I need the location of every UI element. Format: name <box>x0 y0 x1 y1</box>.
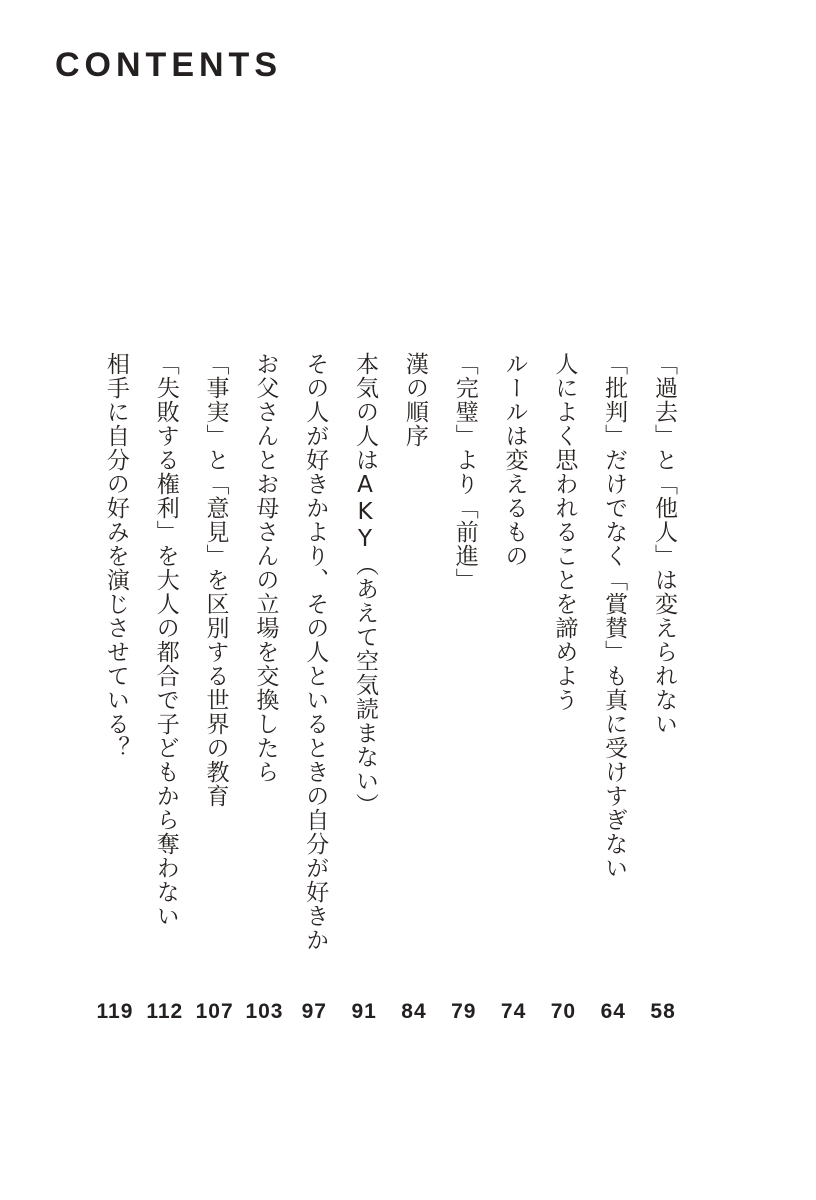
toc-entry-title: 漢の順序 <box>401 352 428 448</box>
toc-entry-title: 「過去」と「他人」は変えられない <box>651 352 677 736</box>
toc-entry-page-number: 119 <box>96 1000 134 1023</box>
toc-entry-page-number: 97 <box>301 1000 327 1023</box>
toc-entry-title: その人が好きかより、その人といるときの自分が好きか <box>302 352 329 952</box>
toc-entry-page-number: 84 <box>401 1000 427 1023</box>
toc-entry-page-number: 70 <box>550 1000 577 1023</box>
toc-entry-title: 相手に自分の好みを演じさせている？ <box>102 352 129 760</box>
toc-entry-page-number: 58 <box>650 1000 676 1023</box>
toc-entry-page-number: 79 <box>451 1000 477 1023</box>
toc-entries <box>90 352 688 992</box>
toc-entry-title: 「失敗する権利」を大人の都合で子どもから奪わない <box>152 352 179 928</box>
toc-entry-page-number: 103 <box>245 1000 284 1023</box>
toc-entry-title: お父さんとお母さんの立場を交換したら <box>252 352 279 784</box>
toc-entry-title: ルールは変えるもの <box>501 352 528 568</box>
toc-entry-title: 本気の人はAKY（あえて空気読まない） <box>352 352 379 817</box>
toc-entry-page-number: 74 <box>500 1000 527 1023</box>
toc-entry-title: 「批判」だけでなく「賞賛」も真に受けすぎない <box>601 352 628 880</box>
toc-entry-title: 「完璧」より「前進」 <box>451 352 478 592</box>
toc-entry-page-number: 64 <box>600 1000 626 1023</box>
page-title: CONTENTS <box>55 46 282 84</box>
toc-entry-page-number: 112 <box>146 1000 184 1023</box>
page-number-row <box>90 1000 688 1030</box>
toc-entry-title: 「事実」と「意見」を区別する世界の教育 <box>202 352 229 808</box>
toc-entry-page-number: 107 <box>195 1000 234 1023</box>
toc-entry-page-number: 91 <box>351 1000 377 1023</box>
toc-entry-title: 人によく思われることを諦めよう <box>551 352 578 712</box>
